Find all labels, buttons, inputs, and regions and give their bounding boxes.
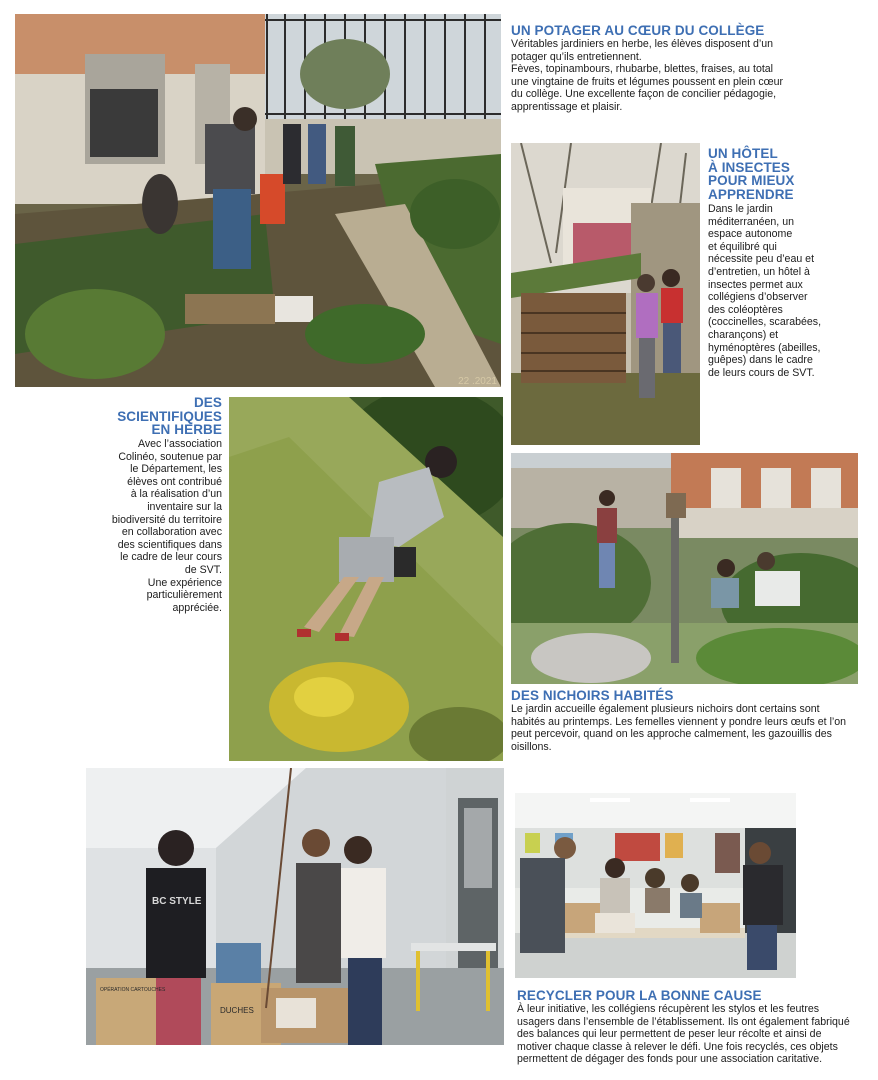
hotel-line: charançons) et xyxy=(708,328,779,341)
scientifiques-line: appréciée. xyxy=(172,601,222,614)
potager-line: Fèves, topinambours, rhubarbe, blettes, fraises, au total xyxy=(511,63,774,76)
scientifiques-heading xyxy=(117,396,222,437)
nichoirs-line: Le jardin accueille également plusieurs nichoirs dont certains sont xyxy=(511,703,820,715)
nichoirs-line: oisillons. xyxy=(511,740,552,753)
scientifiques-line: Avec l’association xyxy=(137,438,222,450)
potager-text xyxy=(511,38,783,114)
scientifiques-heading-line: DES xyxy=(193,395,222,410)
recycler-line: À leur initiative, les collégiens récupèrent les stylos et les feutres xyxy=(517,1003,820,1015)
hotel-text xyxy=(708,203,821,379)
scientifiques-line: élèves ont contribué xyxy=(127,475,222,488)
hotel-heading-line: À INSECTES xyxy=(708,159,791,175)
scientifiques-heading-line: SCIENTIFIQUES xyxy=(117,408,222,424)
scientifiques-line: le cadre de leur cours xyxy=(120,551,222,564)
scientifiques-line: des scientifiques dans xyxy=(117,538,222,551)
hotel-line: des coléoptères xyxy=(708,303,783,316)
hotel-line: guêpes) dans le cadre xyxy=(708,354,813,367)
scientifiques-heading-line: EN HERBE xyxy=(151,422,222,437)
scientifiques-line: Colinéo, soutenue par xyxy=(118,450,222,463)
recycler-heading: RECYCLER POUR LA BONNE CAUSE xyxy=(517,988,762,1003)
recycler-text xyxy=(517,1003,850,1066)
potager-line: une vingtaine de fruits et légumes poussent en plein cœur xyxy=(511,75,784,88)
hotel-line: Dans le jardin xyxy=(708,203,773,215)
nichoirs-heading: DES NICHOIRS HABITÉS xyxy=(511,688,674,703)
hotel-heading xyxy=(708,147,795,201)
scientifiques-line: de SVT. xyxy=(184,563,222,576)
hotel-line: méditerranéen, un xyxy=(708,215,794,228)
hotel-heading-line: APPRENDRE xyxy=(708,186,794,202)
scientifiques-line: le Département, les xyxy=(130,463,222,476)
hotel-line: et équilibré qui xyxy=(708,240,777,253)
hotel-line: de leurs cours de SVT. xyxy=(708,366,815,379)
recycler-line: usagers dans l’ensemble de l’établissement. Ils ont également fabriqué xyxy=(517,1015,850,1028)
hotel-line: (coccinelles, scarabées, xyxy=(708,316,822,329)
photo-date-caption: 22 .2021 xyxy=(458,376,497,387)
recycler-line: des balances qui leur permettent de peser leur récolte et ainsi de xyxy=(517,1028,822,1041)
scientifiques-line: inventaire sur la xyxy=(147,500,222,513)
scientifiques-line: à la réalisation d’un xyxy=(130,488,222,501)
hotel-line: d’entretien, un hôtel à xyxy=(708,265,810,278)
nichoirs-text xyxy=(511,703,846,753)
photo-hillside-inventory xyxy=(229,397,503,761)
potager-line: apprentissage et plaisir. xyxy=(511,100,623,113)
scientifiques-line: Une expérience xyxy=(147,576,222,589)
hotel-heading-line: UN HÔTEL xyxy=(708,146,778,161)
hotel-heading-line: POUR MIEUX xyxy=(708,173,795,188)
nichoirs-line: peut percevoir, quand on les approche calmement, les gazouillis des xyxy=(511,728,832,741)
potager-line: potager qu’ils entretiennent. xyxy=(511,50,642,63)
potager-line: du collège. Une excellente façon de concilier pédagogie, xyxy=(511,88,777,101)
scientifiques-text xyxy=(112,438,222,614)
photo-insect-hotel xyxy=(511,143,700,445)
scientifiques-line: particulièrement xyxy=(146,589,222,602)
box-label: OPÉRATION CARTOUCHES xyxy=(100,987,166,993)
scientifiques-line: en collaboration avec xyxy=(121,526,222,539)
box-label: DUCHES xyxy=(220,1006,254,1015)
recycler-line: permettent de dégager des fonds pour une association caritative. xyxy=(517,1053,823,1066)
photo-recycling-students xyxy=(86,768,504,1045)
hotel-line: espace autonome xyxy=(708,228,793,241)
potager-heading: UN POTAGER AU CŒUR DU COLLÈGE xyxy=(511,23,765,38)
photo-nest-boxes xyxy=(511,453,858,684)
photo-vegetable-garden xyxy=(15,14,501,387)
hotel-line: collégiens d’observer xyxy=(708,291,808,304)
photo-classroom-scales xyxy=(515,793,796,978)
potager-line: Véritables jardiniers en herbe, les élèves disposent d’un xyxy=(511,38,774,50)
nichoirs-line: habités au printemps. Les femelles viennent y pondre leurs œufs et l’on xyxy=(511,715,847,728)
tshirt-print: BC STYLE xyxy=(152,896,202,907)
recycler-line: motiver chaque classe à relever le défi. Une fois recyclés, ces objets xyxy=(517,1040,838,1053)
scientifiques-line: biodiversité du territoire xyxy=(111,513,222,526)
hotel-line: hyménoptères (abeilles, xyxy=(708,341,821,354)
hotel-line: nécessite peu d’eau et xyxy=(708,253,815,266)
hotel-line: insectes permet aux xyxy=(708,278,803,291)
